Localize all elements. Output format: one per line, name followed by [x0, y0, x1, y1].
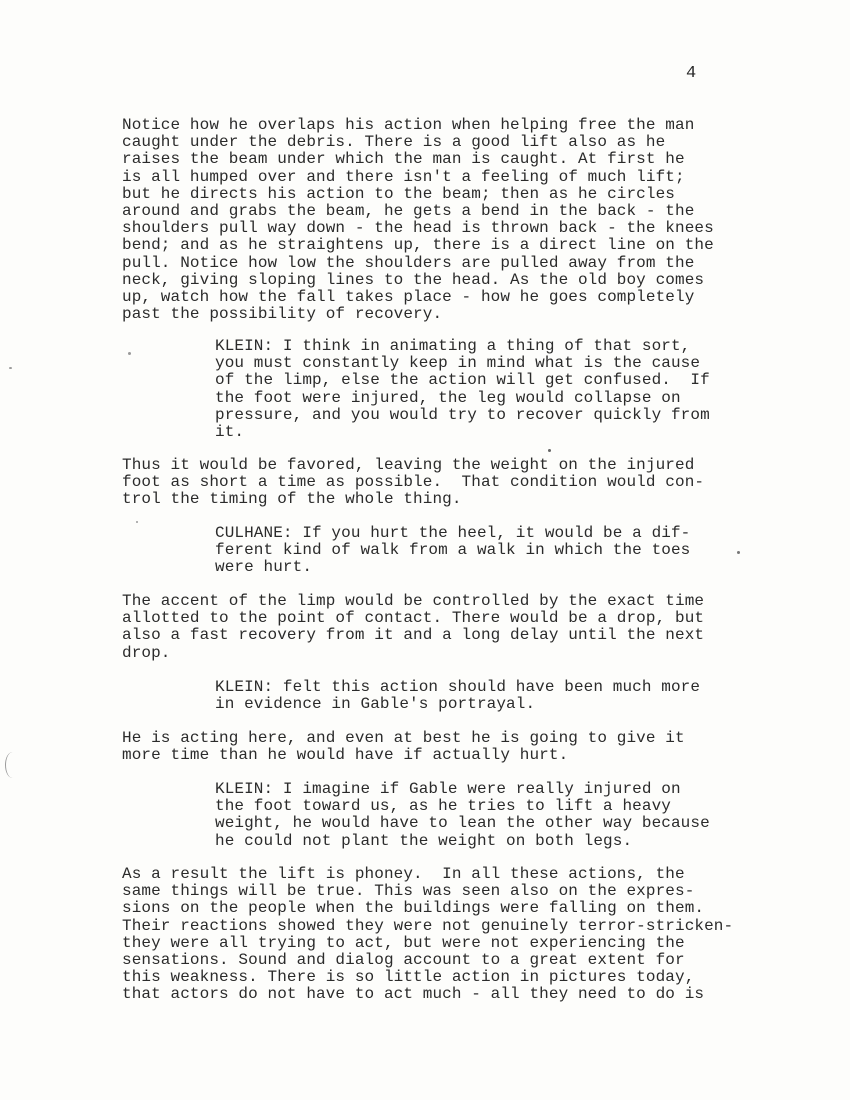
body-paragraph: As a result the lift is phoney. In all these actions, the same things will be true. This was seen also on the expres- sions on the people when the buildings were falling on them. Their reactions showed they were not genuinely terror-stricken- they were all trying to act, but were not experiencing the sensations. Sound and dialog account to a great extent for this weakness. There is so little action in pictures today, that actors do not have to act much - all they need to do is	[122, 865, 734, 1004]
body-paragraph: Notice how he overlaps his action when helping free the man caught under the debris. There is a good lift also as he raises the beam under which the man is caught. At first he is all humped over and there isn't a feeling of much lift; but he directs his action to the beam; then as he circles around and grabs the beam, he gets a bend in the back - the shoulders pull way down - the head is thrown back - the knees bend; and as he straightens up, there is a direct line on the pull. Notice how low the shoulders are pulled away from the neck, giving sloping lines to the head. As the old boy comes up, watch how the fall takes place - how he goes completely past the possibility of recovery.	[122, 116, 714, 324]
ink-speck	[128, 352, 131, 355]
quoted-comment-culhane: CULHANE: If you hurt the heel, it would be a dif- ferent kind of walk from a walk in which the toes were hurt.	[215, 524, 691, 577]
quoted-comment-klein: KLEIN: I think in animating a thing of that sort, you must constantly keep in mind what is the cause of the limp, else the action will get confused. If the foot were injured, the leg would collapse on pressure, and you would try to recover quickly from it.	[215, 337, 710, 442]
quoted-comment-klein: KLEIN: felt this action should have been much more in evidence in Gable's portrayal.	[215, 678, 701, 714]
quoted-comment-klein: KLEIN: I imagine if Gable were really injured on the foot toward us, as he tries to lift a heavy weight, he would have to lean the other way because he could not plant the weight on both legs.	[215, 780, 710, 850]
body-paragraph: Thus it would be favored, leaving the weight on the injured foot as short a time as possible. That condition would con- trol the timing of the whole thing.	[122, 456, 705, 509]
page-number: 4	[686, 64, 697, 83]
binding-hole-mark	[5, 752, 20, 778]
ink-speck	[136, 521, 138, 523]
body-paragraph: He is acting here, and even at best he is going to give it more time than he would have if actually hurt.	[122, 729, 685, 765]
ink-speck	[548, 449, 551, 452]
body-paragraph: The accent of the limp would be controlled by the exact time allotted to the point of contact. There would be a drop, but also a fast recovery from it and a long delay until the next drop.	[122, 592, 705, 662]
ink-speck	[737, 551, 740, 554]
ink-speck	[9, 367, 12, 369]
